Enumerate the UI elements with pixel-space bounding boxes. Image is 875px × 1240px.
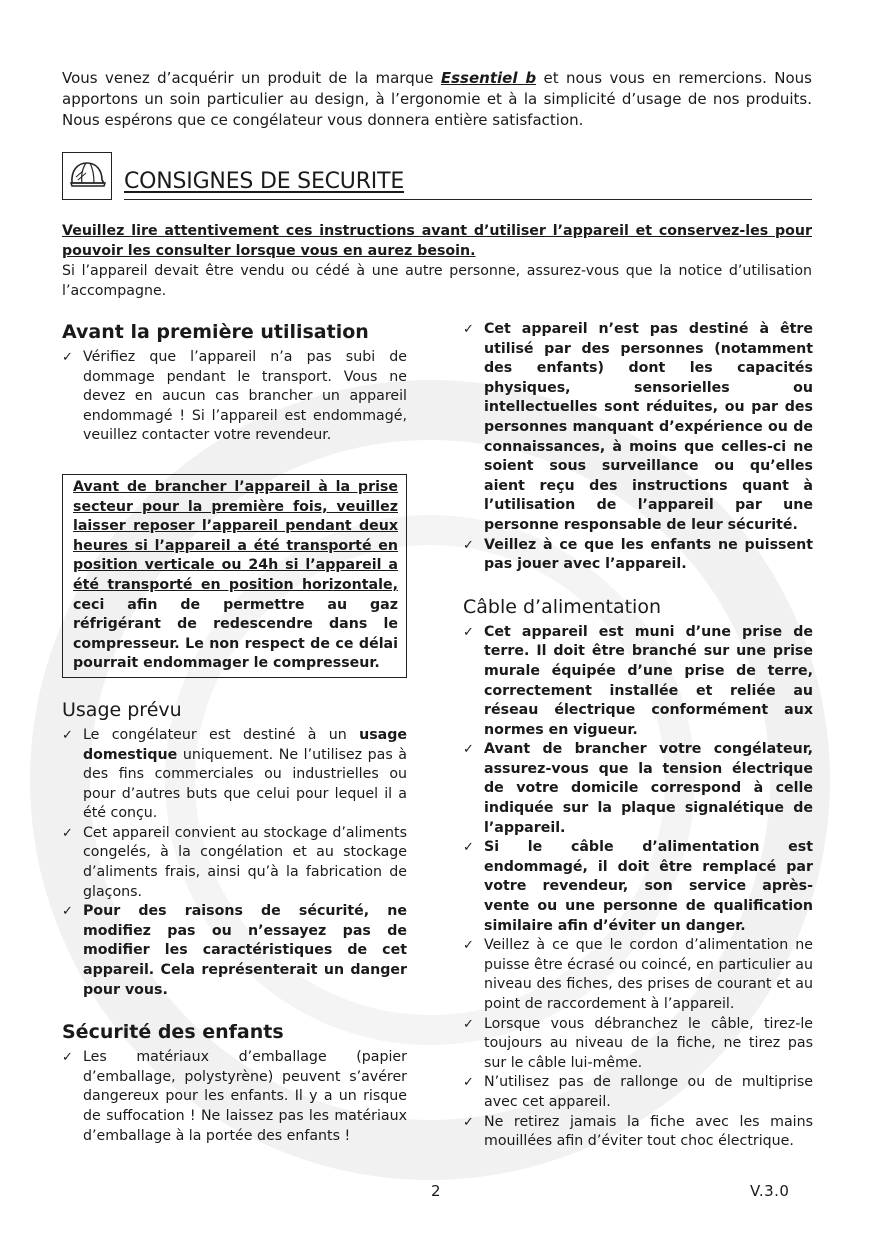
checkmark-icon: ✓ [463, 938, 474, 954]
section-title: CONSIGNES DE SECURITE [124, 169, 405, 194]
checkmark-icon: ✓ [463, 1075, 474, 1091]
checkmark-icon: ✓ [62, 350, 73, 365]
intended-use-heading: Usage prévu [62, 698, 182, 721]
checkmark-icon: ✓ [463, 537, 474, 553]
version-label: V.3.0 [750, 1182, 790, 1200]
right-column [463, 320, 813, 1152]
list-item: ✓ Le congélateur est destiné à un usage domestique uniquement. Ne l’utilisez pas à des fins commerciales ou industrielles ou pour d’autres buts que celui pour lequel il a été conçu. [62, 726, 407, 822]
list-item: ✓ Veillez à ce que les enfants ne puissent pas jouer avec l’appareil. [463, 536, 813, 573]
power-cable-list [463, 623, 813, 1152]
list-item: ✓ N’utilisez pas de rallonge ou de multiprise avec cet appareil. [463, 1074, 813, 1110]
safety-helmet-icon [62, 152, 112, 200]
page-number: 2 [431, 1182, 441, 1200]
checkmark-icon: ✓ [463, 1016, 474, 1032]
checkmark-icon: ✓ [62, 727, 73, 743]
section-divider [124, 199, 812, 200]
checkmark-icon: ✓ [463, 624, 474, 640]
checkmark-icon: ✓ [62, 825, 73, 841]
child-safety-heading: Sécurité des enfants [62, 1021, 284, 1044]
intro-paragraph: Vous venez d’acquérir un produit de la marque Essentiel b et nous vous en remercions. Nous apportons un soin particulier au design, à l’ergonomie et à la simplicité d’usage de nos produits. Nous espérons que ce congélateur vous donnera entière satisfaction. [62, 69, 812, 129]
list-item: ✓ Veillez à ce que le cordon d’alimentation ne puisse être écrasé ou coincé, en particulier au niveau des fiches, des prises de courant et au point de raccordement à l’appareil. [463, 937, 813, 1012]
checkmark-icon: ✓ [463, 840, 474, 856]
first-use-list [62, 348, 407, 446]
checkmark-icon: ✓ [463, 322, 474, 337]
list-item: ✓ Les matériaux d’emballage (papier d’emballage, polystyrène) peuvent s’avérer dangereux pour les enfants. Il y a un risque de suffocation ! Ne laissez pas les matériaux d’emballage à la portée des enfants ! [62, 1049, 407, 1144]
intended-use-list [62, 726, 407, 1000]
first-use-heading: Avant la première utilisation [62, 321, 369, 343]
list-item: ✓ Pour des raisons de sécurité, ne modifiez pas ou n’essayez pas de modifier les caractéristiques de cet appareil. Cela représenterait un danger pour vous. [62, 903, 407, 998]
brand-name: Essentiel b [440, 69, 537, 87]
list-item: ✓ Cet appareil convient au stockage d’aliments congelés, à la congélation et au stockage d’aliments frais, ainsi qu’à la fabrication de glaçons. [62, 824, 407, 900]
list-item: ✓ Cet appareil est muni d’une prise de terre. Il doit être branché sur une prise murale équipée d’une prise de terre, correctement installée et reliée au réseau électrique conformément aux normes en vigueur. [463, 623, 813, 738]
section-header [62, 152, 812, 202]
checkmark-icon: ✓ [62, 1050, 73, 1066]
power-cable-heading: Câble d’alimentation [463, 595, 662, 618]
checkmark-icon: ✓ [463, 1114, 474, 1130]
checkmark-icon: ✓ [463, 742, 474, 758]
list-item: ✓ Cet appareil n’est pas destiné à être utilisé par des personnes (notamment des enfants) dont les capacités physiques, sensorielles ou intellectuelles sont réduites, ou par des personnes manquant d’expérience ou de connaissances, à moins que celles-ci ne soient sous surveillance ou qu’elles aient reçu des instructions quant à l’utilisation de l’appareil par une personne responsable de leur sécurité. [463, 321, 813, 533]
transport-warning-box: Avant de brancher l’appareil à la prise secteur pour la première fois, veuillez laisser reposer l’appareil pendant deux heures si l’appareil a été transporté en position verticale ou 24h si l’appareil a été transporté en position horizontale, ceci afin de permettre au gaz réfrigérant de redescendre dans le compresseur. Le non respect de ce délai pourrait endommager le compresseur. [62, 474, 407, 678]
read-instructions-warning: Veuillez lire attentivement ces instructions avant d’utiliser l’appareil et conservez-les pour pouvoir les consulter lorsque vous en aurez besoin. [62, 223, 812, 259]
list-item: ✓ Si le câble d’alimentation est endommagé, il doit être remplacé par votre revendeur, son service après-vente ou une personne de qualification similaire afin d’éviter un danger. [463, 839, 813, 934]
left-column [62, 320, 407, 1146]
list-item: ✓ Lorsque vous débranchez le câble, tirez-le toujours au niveau de la fiche, ne tirez pas sur le câble lui-même. [463, 1015, 813, 1071]
list-item: ✓ Avant de brancher votre congélateur, assurez-vous que la tension électrique de votre domicile correspond à celle indiquée sur la plaque signalétique de l’appareil. [463, 741, 813, 836]
checkmark-icon: ✓ [62, 904, 73, 920]
list-item: ✓ Vérifiez que l’appareil n’a pas subi de dommage pendant le transport. Vous ne devez en aucun cas brancher un appareil endommagé ! Si l’appareil est endommagé, veuillez contacter votre revendeur. [62, 349, 407, 444]
resale-note: Si l’appareil devait être vendu ou cédé à une autre personne, assurez-vous que la notice d’utilisation l’accompagne. [62, 263, 812, 299]
list-item: ✓ Ne retirez jamais la fiche avec les mains mouillées afin d’éviter tout choc électrique. [463, 1113, 813, 1150]
child-safety-list [62, 1048, 407, 1146]
persons-list [463, 320, 813, 575]
